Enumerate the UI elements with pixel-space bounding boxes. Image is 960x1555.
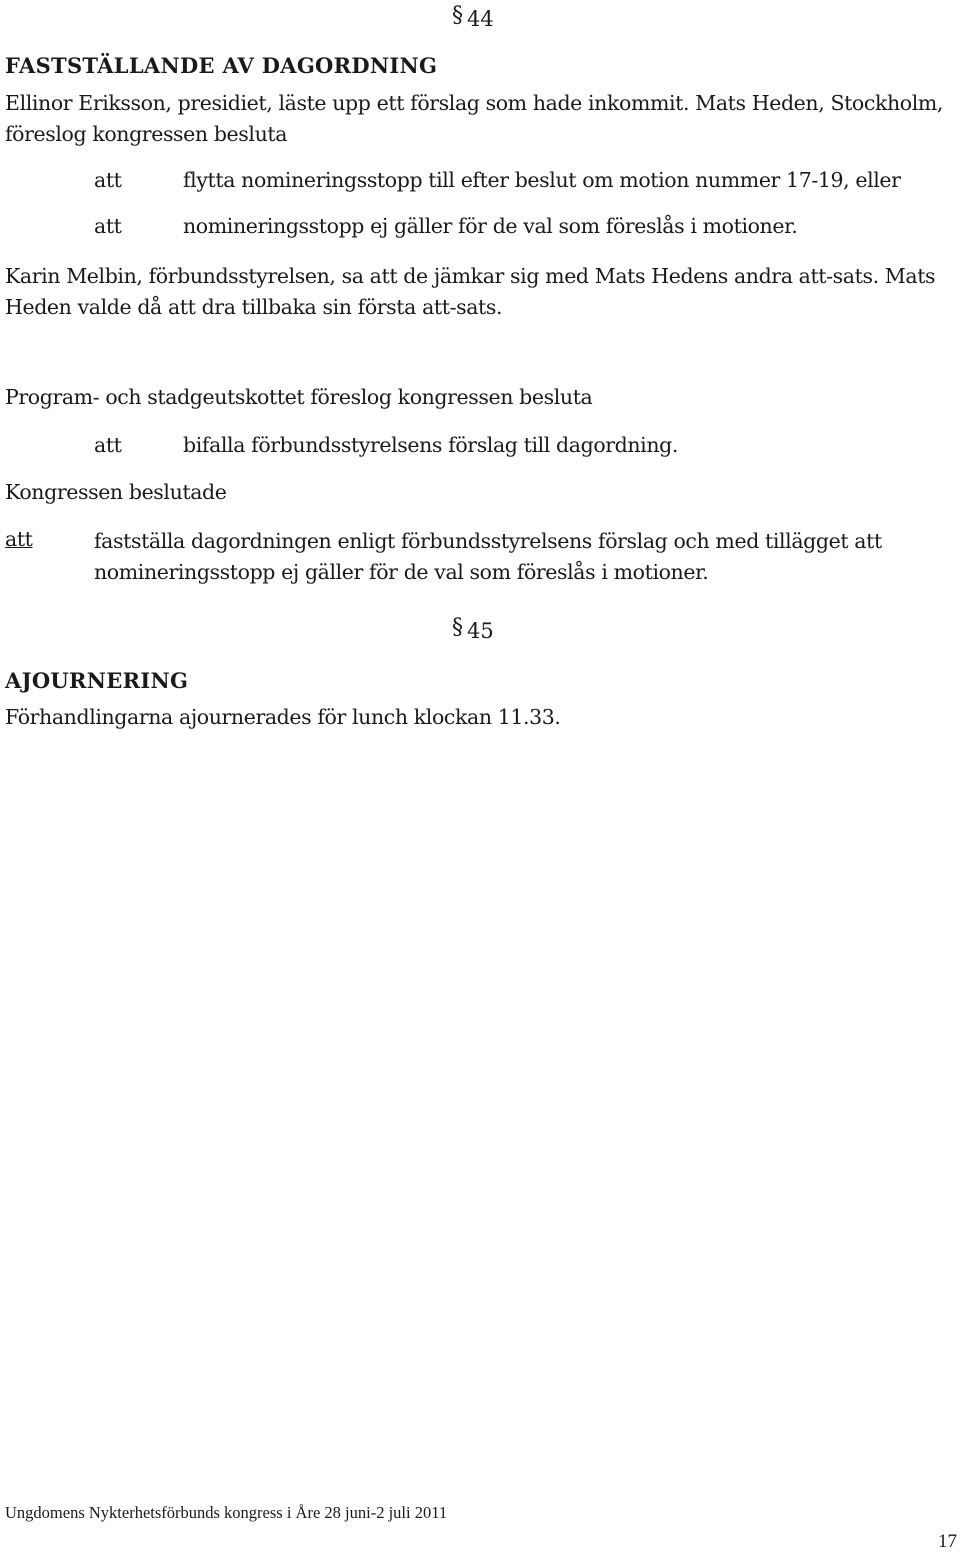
footer-text: Ungdomens Nykterhetsförbunds kongress i Åre 28 juni-2 juli 2011 [5, 1503, 448, 1522]
committee-intro: Program- och stadgeutskottet föreslog kongressen besluta [5, 385, 593, 409]
decision-intro: Kongressen beslutade [5, 480, 227, 504]
proposal-1-text: flytta nomineringsstopp till efter beslut om motion nummer 17-19, eller [183, 168, 901, 192]
decision-text: fastställa dagordningen enligt förbundsstyrelsens förslag och med tillägget att nomineringsstopp ej gäller för de val som föreslås i motioner. [94, 529, 882, 584]
section-symbol: § [452, 615, 463, 640]
proposal-1-marker: att [94, 168, 122, 192]
page-number: 17 [938, 1531, 957, 1552]
section-45-heading: AJOURNERING [5, 668, 189, 693]
intro-paragraph: Ellinor Eriksson, presidiet, läste upp ett förslag som hade inkommit. Mats Heden, Stockholm, föreslog kongressen besluta [5, 91, 944, 146]
section-44-number [452, 3, 494, 31]
proposal-2-text: nomineringsstopp ej gäller för de val som föreslås i motioner. [183, 214, 798, 238]
section-45-number [452, 615, 494, 643]
section-44-heading: FASTSTÄLLANDE AV DAGORDNING [5, 53, 438, 78]
section-number: 44 [467, 7, 494, 31]
section-45-text: Förhandlingarna ajournerades för lunch klockan 11.33. [5, 705, 561, 729]
section-symbol: § [452, 3, 463, 28]
committee-proposal-marker: att [94, 433, 122, 457]
section-number: 45 [467, 619, 494, 643]
response-paragraph: Karin Melbin, förbundsstyrelsen, sa att de jämkar sig med Mats Hedens andra att-sats. Mats Heden valde då att dra tillbaka sin första att-sats. [5, 264, 936, 319]
committee-proposal-text: bifalla förbundsstyrelsens förslag till dagordning. [183, 433, 678, 457]
proposal-2-marker: att [94, 214, 122, 238]
decision-marker: att [5, 527, 33, 551]
